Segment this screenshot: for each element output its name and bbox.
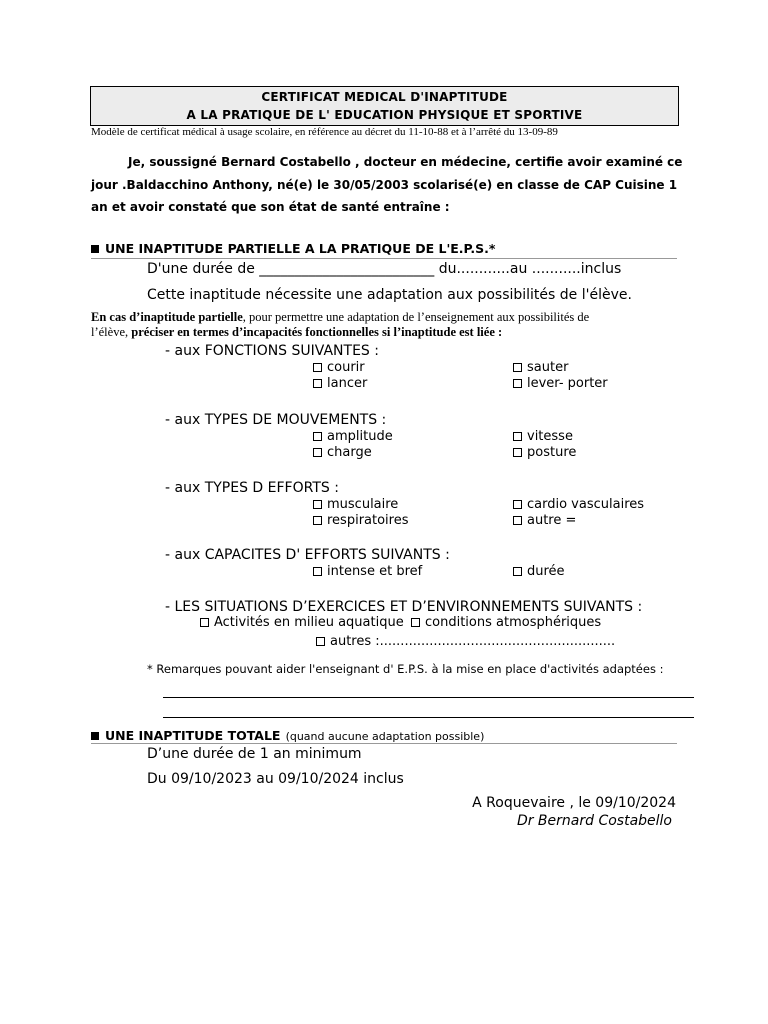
option-label: Activités en milieu aquatique [214,615,404,630]
option-label: intense et bref [327,564,423,579]
document-subtitle: Modèle de certificat médical à usage scolaire, en référence au décret du 11-10-88 et à l’arrêté du 13-09-89 [91,126,558,138]
instruction-line2-start: l’élève, [91,325,132,339]
option-label: musculaire [327,497,399,512]
checkbox-sauter[interactable] [513,360,568,375]
square-bullet-icon [91,732,99,740]
document-title-line2: A LA PRATIQUE DE L' EDUCATION PHYSIQUE ET SPORTIVE [186,108,583,122]
option-label: vitesse [527,429,573,444]
option-label: courir [327,360,365,375]
partial-instruction-line1 [91,310,589,325]
doctor-signature: Dr Bernard Costabello [516,813,672,829]
checkbox-icon [513,448,522,457]
checkbox-lancer[interactable] [313,376,367,391]
checkbox-amplitude[interactable] [313,429,393,444]
checkbox-icon [313,432,322,441]
title-box [90,86,679,126]
remarks-line-1[interactable] [163,697,694,698]
checkbox-musculaire[interactable] [313,497,398,512]
option-label: charge [327,445,372,460]
checkbox-icon [313,363,322,372]
group-label-capacites: - aux CAPACITES D' EFFORTS SUIVANTS : [165,547,450,563]
instruction-bold1: En cas d’inaptitude partielle [91,310,243,324]
checkbox-conditions-atmospheriques[interactable] [411,615,601,630]
total-heading-text: UNE INAPTITUDE TOTALE [105,728,281,743]
option-label: lancer [327,376,368,391]
checkbox-cardio-vasculaires[interactable] [513,497,644,512]
total-heading-note: (quand aucune adaptation possible) [285,730,485,743]
option-label: amplitude [327,429,393,444]
checkbox-icon [313,516,322,525]
checkbox-intense-et-bref[interactable] [313,564,422,579]
checkbox-lever-porter[interactable] [513,376,608,391]
total-heading [91,725,484,744]
option-label: sauter [527,360,569,375]
partial-heading-text: UNE INAPTITUDE PARTIELLE A LA PRATIQUE DE L'E.P.S.* [105,241,496,256]
checkbox-posture[interactable] [513,445,576,460]
checkbox-icon [316,637,325,646]
total-dates: Du 09/10/2023 au 09/10/2024 inclus [147,771,404,787]
checkbox-icon [313,500,322,509]
partial-duration-line: D'une durée de _________________________ du............au ...........inclus [147,261,622,277]
option-label: respiratoires [327,513,409,528]
checkbox-duree[interactable] [513,564,565,579]
checkbox-icon [513,500,522,509]
checkbox-icon [313,379,322,388]
checkbox-icon [200,618,209,627]
checkbox-icon [513,516,522,525]
certification-line3: an et avoir constaté que son état de santé entraîne : [91,200,450,214]
group-label-situations: - LES SITUATIONS D’EXERCICES ET D’ENVIRONNEMENTS SUIVANTS : [165,599,643,615]
group-label-efforts: - aux TYPES D EFFORTS : [165,480,339,496]
checkbox-charge[interactable] [313,445,372,460]
option-label: durée [527,564,565,579]
certification-line1: Je, soussigné Bernard Costabello , docteur en médecine, certifie avoir examiné ce [128,155,683,169]
place-date: A Roquevaire , le 09/10/2024 [472,795,676,811]
checkbox-icon [313,448,322,457]
group-label-mouvements: - aux TYPES DE MOUVEMENTS : [165,412,387,428]
option-label: posture [527,445,577,460]
instruction-rest1: , pour permettre une adaptation de l’enseignement aux possibilités de [242,310,590,324]
instruction-bold2: préciser en termes d’incapacités fonctionnelles si l’inaptitude est liée : [131,325,503,339]
checkbox-icon [513,567,522,576]
option-label: lever- porter [527,376,608,391]
checkbox-respiratoires[interactable] [313,513,409,528]
divider [91,743,677,744]
checkbox-icon [411,618,420,627]
checkbox-activites-aquatique[interactable] [200,615,404,630]
checkbox-icon [513,363,522,372]
checkbox-icon [313,567,322,576]
option-label: autres :......................................................... [330,634,616,649]
checkbox-autre[interactable] [513,513,576,528]
checkbox-vitesse[interactable] [513,429,573,444]
remarks-label: * Remarques pouvant aider l'enseignant d' E.P.S. à la mise en place d'activités adaptées : [147,662,664,676]
option-label: autre = [527,513,577,528]
partial-adaptation-line: Cette inaptitude nécessite une adaptation aux possibilités de l'élève. [147,287,632,303]
group-label-fonctions: - aux FONCTIONS SUIVANTES : [165,343,379,359]
document-title-line1: CERTIFICAT MEDICAL D'INAPTITUDE [261,90,508,104]
divider [91,258,677,259]
option-label: conditions atmosphériques [425,615,602,630]
partial-instruction-line2 [91,325,502,340]
certification-line2: jour .Baldacchino Anthony, né(e) le 30/05/2003 scolarisé(e) en classe de CAP Cuisine 1 [91,178,678,192]
option-label: cardio vasculaires [527,497,645,512]
square-bullet-icon [91,245,99,253]
checkbox-autres[interactable] [316,634,615,649]
partial-heading [91,241,495,256]
checkbox-courir[interactable] [313,360,365,375]
remarks-line-2[interactable] [163,717,694,718]
checkbox-icon [513,432,522,441]
total-duration: D’une durée de 1 an minimum [147,746,362,762]
checkbox-icon [513,379,522,388]
